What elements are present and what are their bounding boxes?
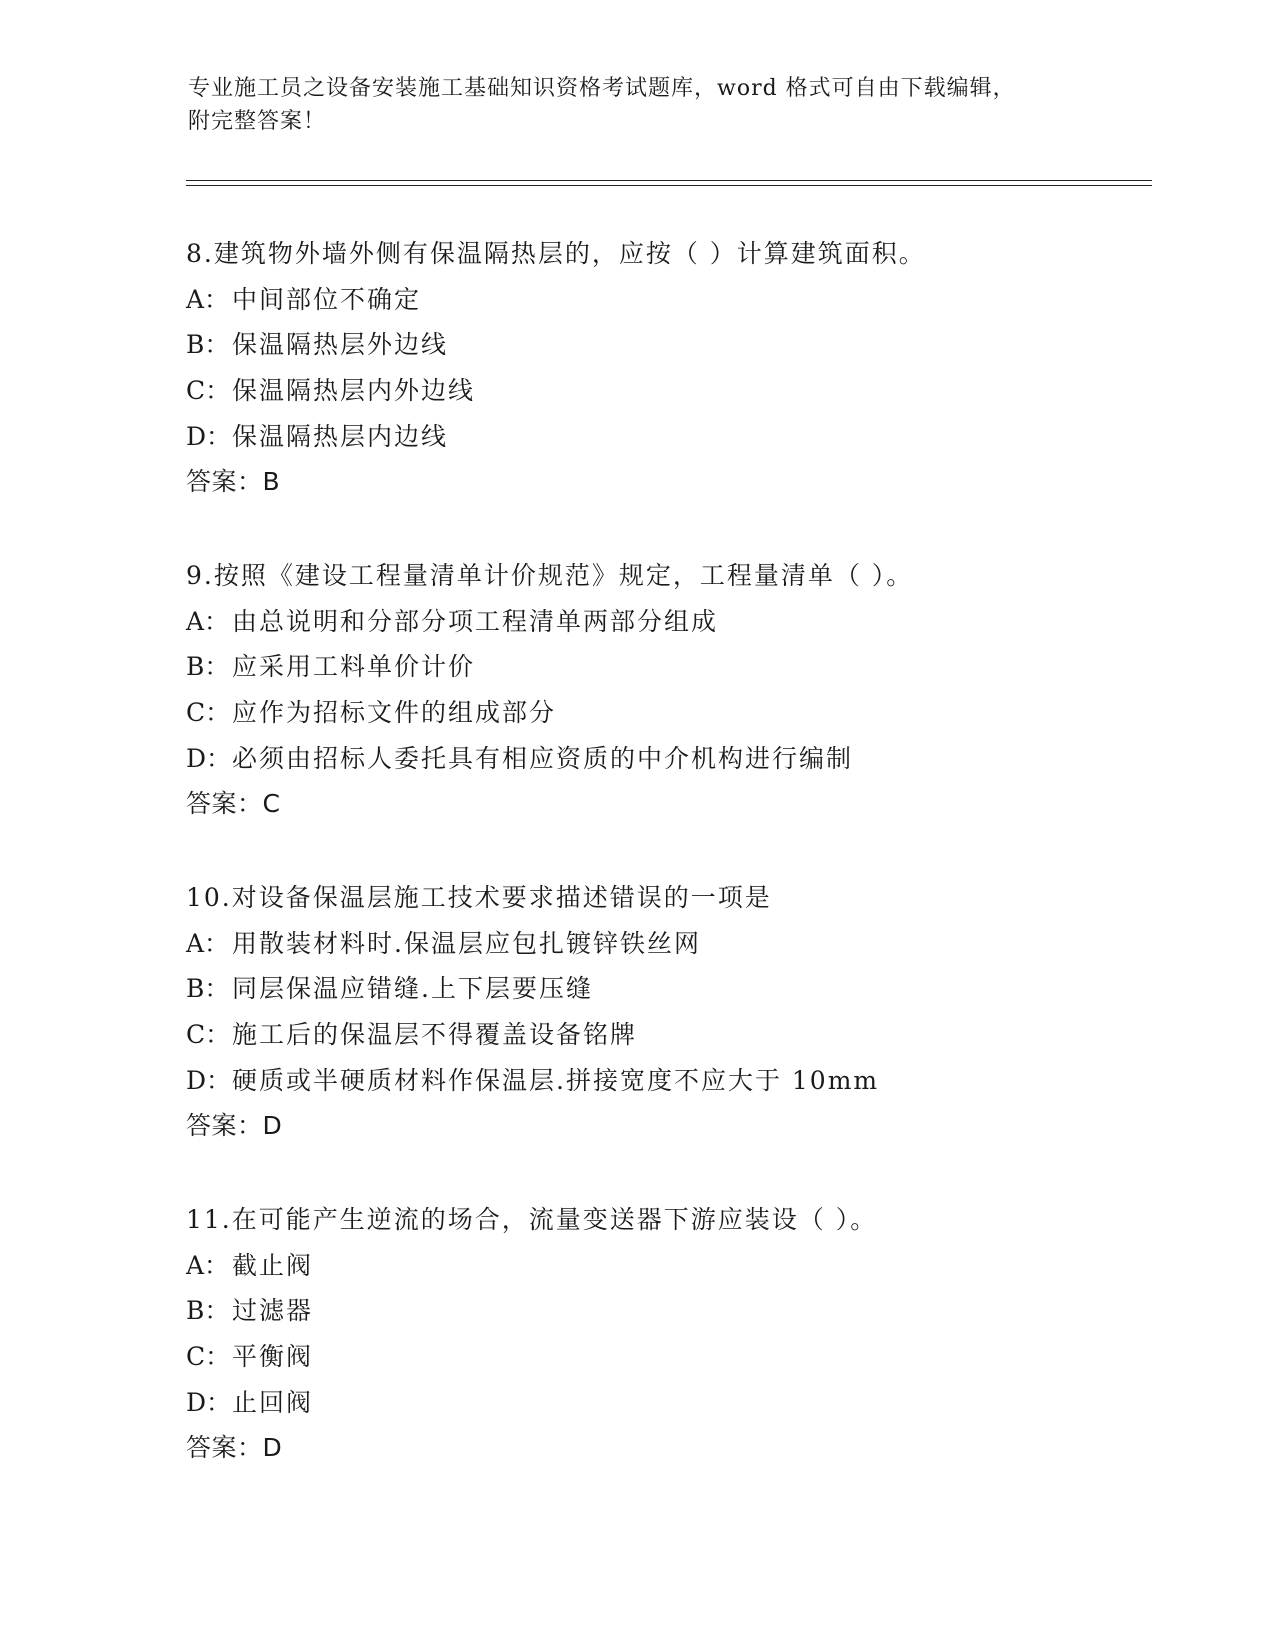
question-8 — [186, 231, 1146, 505]
question-11 — [186, 1197, 1146, 1471]
question-10 — [186, 875, 1146, 1149]
option-text: 由总说明和分部分项工程清单两部分组成 — [232, 606, 719, 636]
option-a — [186, 277, 1146, 323]
option-b — [186, 966, 1146, 1012]
option-text: 施工后的保温层不得覆盖设备铭牌 — [232, 1020, 638, 1050]
option-letter: C： — [186, 376, 231, 406]
option-b — [186, 644, 1146, 690]
option-d — [186, 1058, 1146, 1104]
answer: 答案：B — [186, 467, 281, 497]
header-divider-bottom — [186, 185, 1152, 186]
option-c — [186, 690, 1146, 736]
document-header — [188, 72, 1068, 138]
option-text: 必须由招标人委托具有相应资质的中介机构进行编制 — [232, 743, 854, 773]
option-letter: C： — [186, 1342, 231, 1372]
option-d — [186, 736, 1146, 782]
option-d — [186, 414, 1146, 460]
option-letter: D： — [186, 421, 232, 451]
question-stem: 10.对设备保温层施工技术要求描述错误的一项是 — [186, 883, 772, 912]
answer: 答案：D — [186, 1433, 283, 1463]
option-text: 平衡阀 — [232, 1342, 314, 1372]
option-text: 硬质或半硬质材料作保温层.拼接宽度不应大于 10mm — [232, 1065, 880, 1095]
option-text: 用散装材料时.保温层应包扎镀锌铁丝网 — [232, 928, 701, 958]
option-letter: C： — [186, 698, 231, 728]
option-b — [186, 1288, 1146, 1334]
option-c — [186, 1012, 1146, 1058]
option-a — [186, 599, 1146, 645]
answer: 答案：D — [186, 1111, 283, 1141]
option-letter: C： — [186, 1020, 231, 1050]
option-c — [186, 368, 1146, 414]
question-9 — [186, 553, 1146, 827]
option-text: 过滤器 — [232, 1296, 314, 1326]
option-d — [186, 1380, 1146, 1426]
header-line-1: 专业施工员之设备安装施工基础知识资格考试题库，word 格式可自由下载编辑， — [188, 76, 1016, 101]
option-letter: B： — [186, 652, 230, 682]
option-a — [186, 1243, 1146, 1289]
option-b — [186, 322, 1146, 368]
answer: 答案：C — [186, 789, 281, 819]
option-letter: D： — [186, 743, 232, 773]
option-letter: B： — [186, 1296, 230, 1326]
header-divider-top — [186, 180, 1152, 181]
option-letter: A： — [186, 1250, 230, 1280]
question-stem: 8.建筑物外墙外侧有保温隔热层的，应按（ ）计算建筑面积。 — [186, 239, 926, 268]
option-c — [186, 1334, 1146, 1380]
option-letter: B： — [186, 974, 230, 1004]
option-letter: D： — [186, 1065, 232, 1095]
question-stem: 9.按照《建设工程量清单计价规范》规定，工程量清单（ ）。 — [186, 561, 914, 590]
header-line-2: 附完整答案！ — [188, 109, 327, 134]
option-letter: D： — [186, 1387, 232, 1417]
option-text: 止回阀 — [232, 1387, 314, 1417]
question-stem: 11.在可能产生逆流的场合，流量变送器下游应装设（ ）。 — [186, 1205, 878, 1234]
option-letter: B： — [186, 330, 230, 360]
option-letter: A： — [186, 284, 230, 314]
option-letter: A： — [186, 928, 230, 958]
option-text: 应采用工料单价计价 — [232, 652, 476, 682]
option-text: 中间部位不确定 — [232, 284, 422, 314]
option-text: 应作为招标文件的组成部分 — [232, 698, 557, 728]
option-text: 截止阀 — [232, 1250, 314, 1280]
option-a — [186, 921, 1146, 967]
option-text: 保温隔热层内边线 — [232, 421, 449, 451]
option-text: 同层保温应错缝.上下层要压缝 — [232, 974, 593, 1004]
option-text: 保温隔热层内外边线 — [232, 376, 476, 406]
option-letter: A： — [186, 606, 230, 636]
option-text: 保温隔热层外边线 — [232, 330, 449, 360]
